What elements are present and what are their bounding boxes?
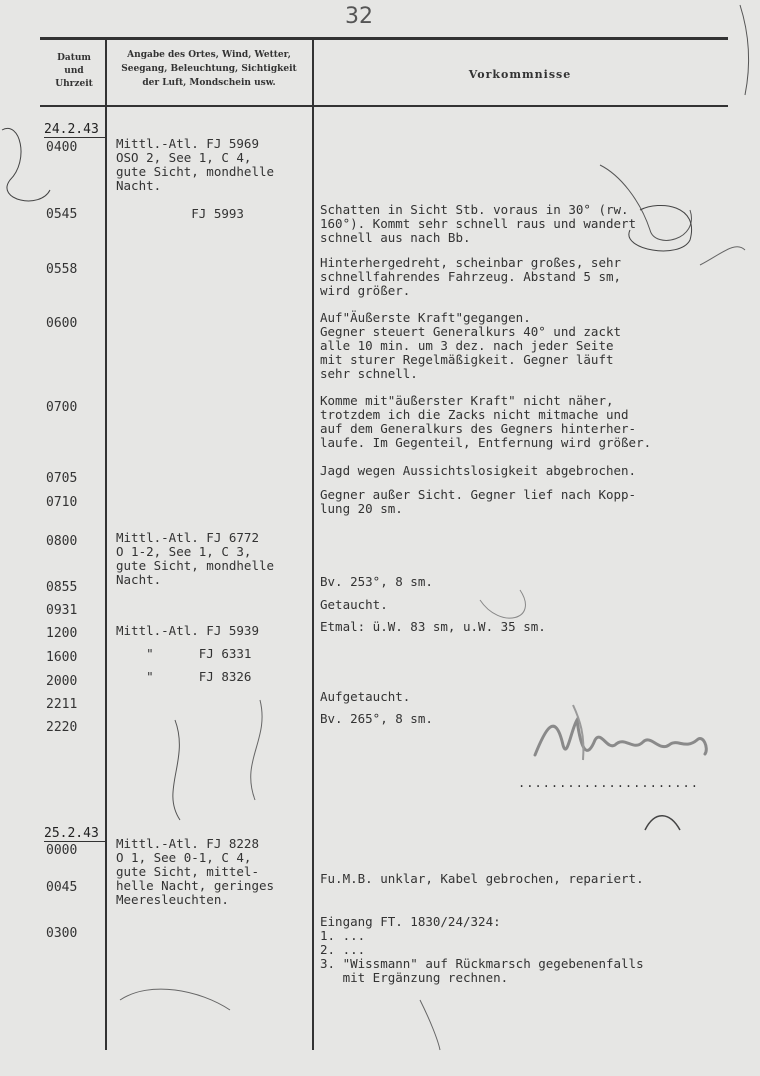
entry-time: 2220 bbox=[46, 720, 78, 735]
day-label: 24.2.43 bbox=[44, 122, 105, 138]
column-divider-1 bbox=[105, 40, 107, 1050]
entry-position: Mittl.-Atl. FJ 8228 O 1, See 0-1, C 4, gute Sicht, mittel- helle Nacht, geringes Meeresleuchten. bbox=[116, 836, 275, 907]
entry-event: Schatten in Sicht Stb. voraus in 30° (rw. 160°). Kommt sehr schnell raus und wandert schnell aus nach Bb. bbox=[320, 202, 637, 245]
entry-position: Mittl.-Atl. FJ 6772 O 1-2, See 1, C 3, gute Sicht, mondhelle Nacht. bbox=[116, 530, 275, 587]
entry-event: Bv. 253°, 8 sm. bbox=[320, 574, 433, 589]
header-date-time: Datum und Uhrzeit bbox=[55, 53, 93, 89]
entry-event: Fu.M.B. unklar, Kabel gebrochen, repariert. bbox=[320, 871, 644, 886]
entry-time: 0300 bbox=[46, 926, 78, 941]
header-rule bbox=[40, 105, 728, 107]
entry-position: Mittl.-Atl. FJ 5939 bbox=[116, 623, 259, 638]
entry-event: Hinterhergedreht, scheinbar großes, sehr schnellfahrendes Fahrzeug. Abstand 5 sm, wird größer. bbox=[320, 255, 622, 298]
entry-event: Bv. 265°, 8 sm. bbox=[320, 711, 433, 726]
entry-position: " FJ 6331 bbox=[116, 646, 252, 661]
entry-time: 0545 bbox=[46, 207, 78, 222]
entry-event: Getaucht. bbox=[320, 597, 388, 612]
entry-event: Etmal: ü.W. 83 sm, u.W. 35 sm. bbox=[320, 619, 546, 634]
entry-event: Aufgetaucht. bbox=[320, 689, 411, 704]
entry-position: Mittl.-Atl. FJ 5969 OSO 2, See 1, C 4, gute Sicht, mondhelle Nacht. bbox=[116, 136, 275, 193]
header-events: Vorkommnisse bbox=[468, 68, 572, 81]
header-position-weather: Angabe des Ortes, Wind, Wetter, Seegang, Beleuchtung, Sichtigkeit der Luft, Mondschein usw. bbox=[121, 50, 297, 88]
entry-time: 2000 bbox=[46, 674, 78, 689]
entry-time: 0931 bbox=[46, 603, 78, 618]
entry-time: 0855 bbox=[46, 580, 78, 595]
entry-position: FJ 5993 bbox=[116, 206, 244, 221]
entry-event: Jagd wegen Aussichtslosigkeit abgebrochen. bbox=[320, 463, 637, 478]
entry-time: 0400 bbox=[46, 140, 78, 155]
entry-position: " FJ 8326 bbox=[116, 669, 252, 684]
entry-time: 0705 bbox=[46, 471, 78, 486]
entry-event: Gegner außer Sicht. Gegner lief nach Kopp- lung 20 sm. bbox=[320, 487, 637, 516]
entry-event: Auf"Äußerste Kraft"gegangen. Gegner steuert Generalkurs 40° und zackt alle 10 min. um 3 dez. nach jeder Seite mit sturer Regelmäßigkeit. Gegner läuft sehr schnell. bbox=[320, 310, 622, 381]
entry-time: 0000 bbox=[46, 843, 78, 858]
day-label: 25.2.43 bbox=[44, 826, 105, 842]
entry-time: 0800 bbox=[46, 534, 78, 549]
entry-time: 0558 bbox=[46, 262, 78, 277]
column-divider-2 bbox=[312, 40, 314, 1050]
entry-time: 0710 bbox=[46, 495, 78, 510]
entry-event: Eingang FT. 1830/24/324: 1. ... 2. ... 3. "Wissmann" auf Rückmarsch gegebenenfalls mit Ergänzung rechnen. bbox=[320, 914, 644, 985]
page-number: 32 bbox=[345, 4, 373, 29]
entry-time: 0700 bbox=[46, 400, 78, 415]
entry-time: 2211 bbox=[46, 697, 78, 712]
entry-event: Komme mit"äußerster Kraft" nicht näher, trotzdem ich die Zacks nicht mitmache und auf dem Generalkurs des Gegners hinterher- laufe. Im Gegenteil, Entfernung wird größer. bbox=[320, 393, 652, 450]
signature-line: ...................... bbox=[518, 776, 699, 790]
top-rule bbox=[40, 37, 728, 40]
entry-time: 1600 bbox=[46, 650, 78, 665]
entry-time: 0600 bbox=[46, 316, 78, 331]
entry-time: 1200 bbox=[46, 626, 78, 641]
entry-time: 0045 bbox=[46, 880, 78, 895]
